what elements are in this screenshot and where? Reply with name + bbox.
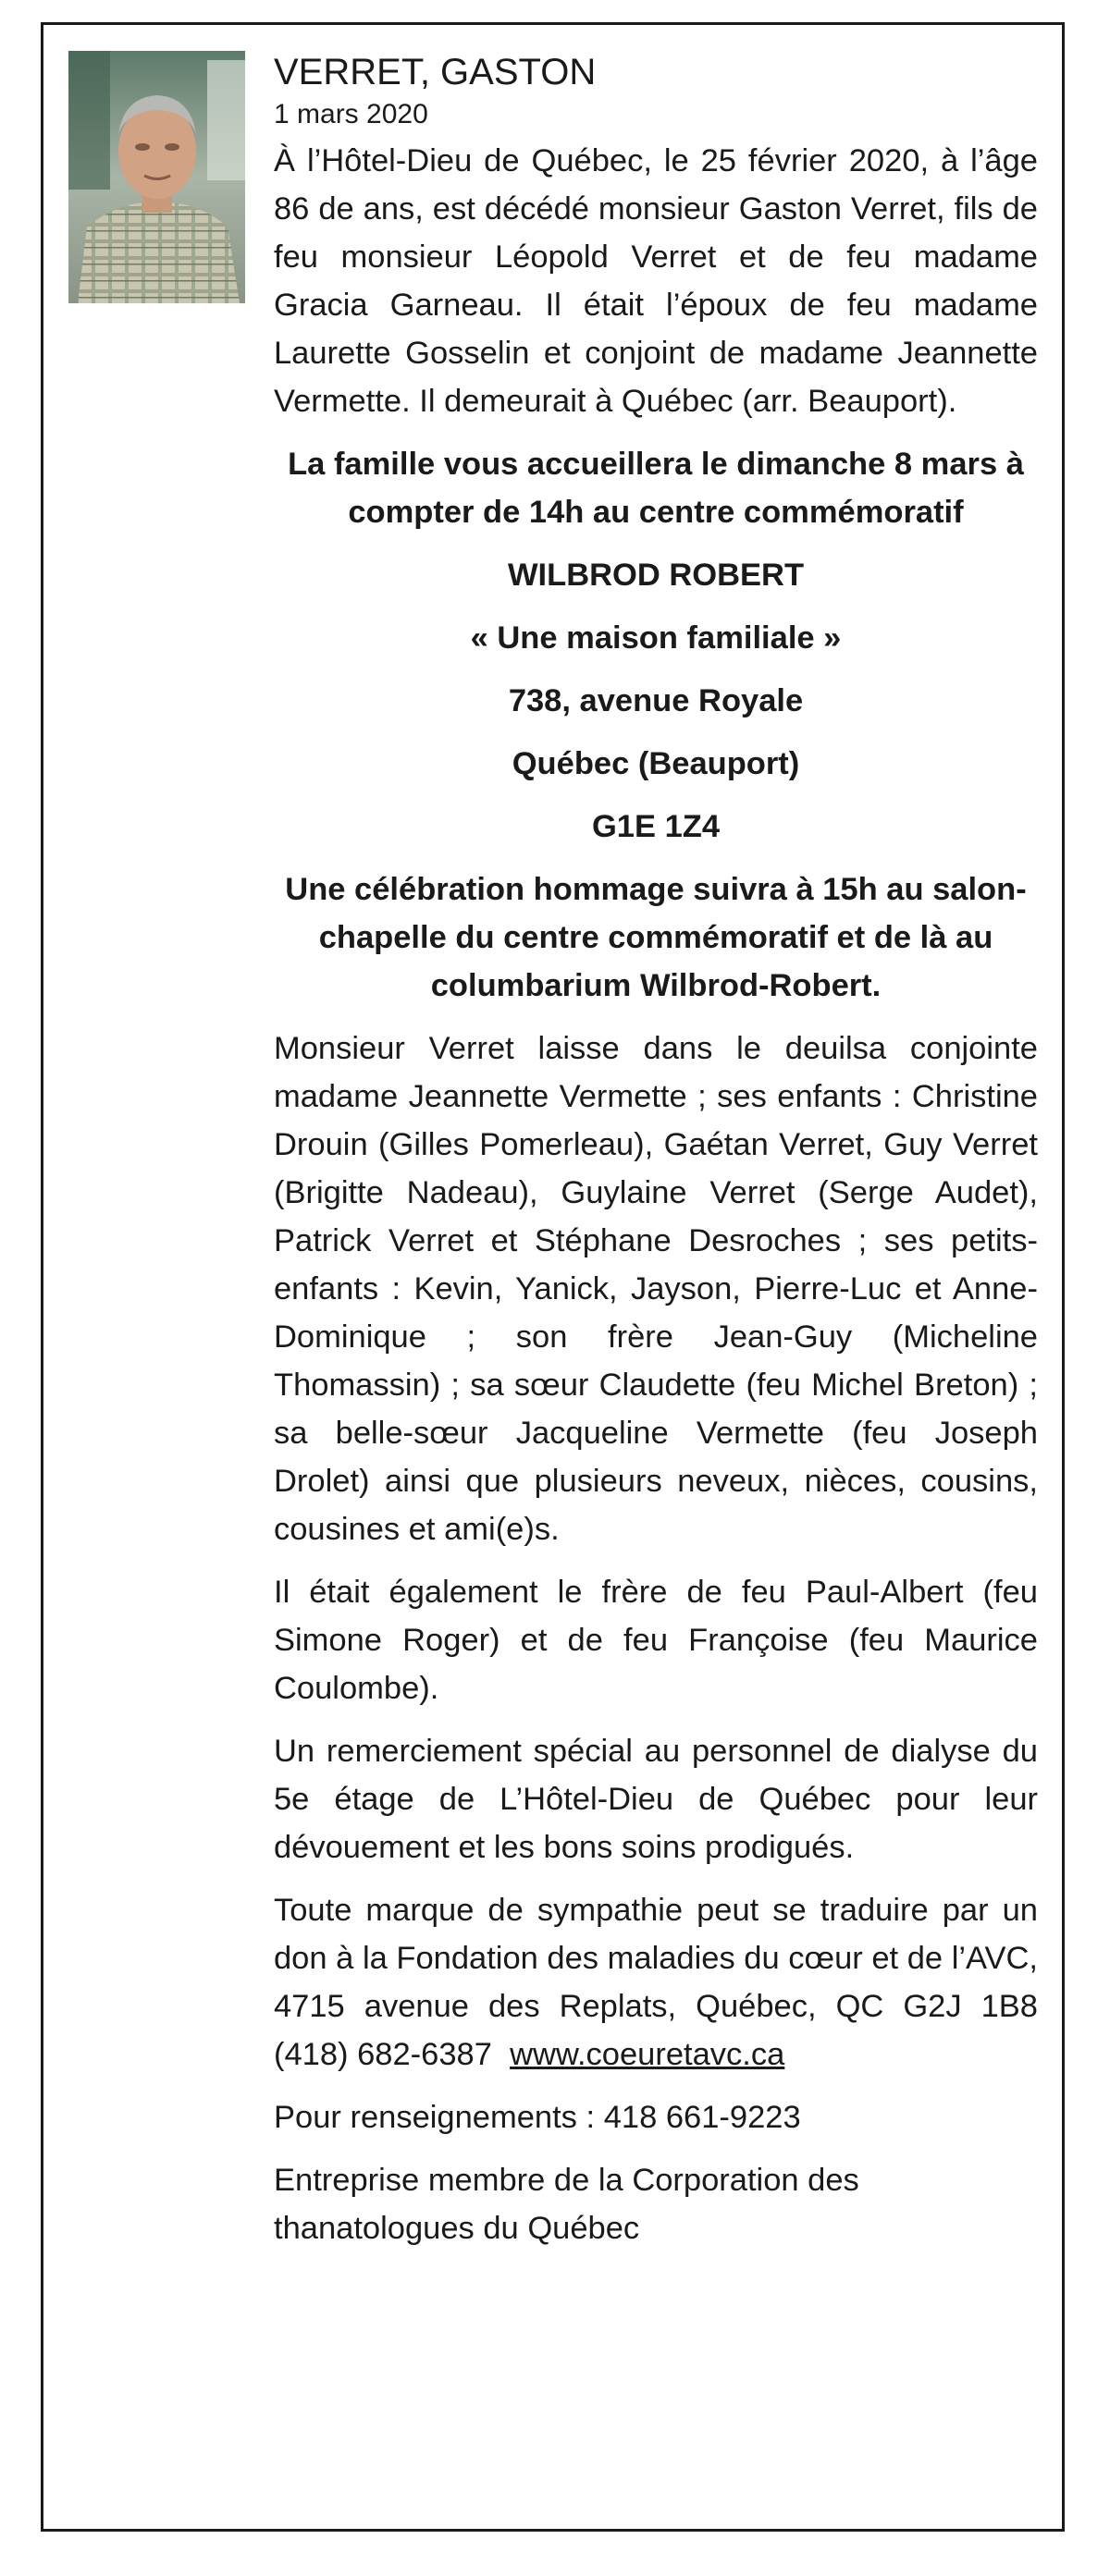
donation-paragraph bbox=[274, 1886, 1038, 2079]
funeral-home-tagline: « Une maison familiale » bbox=[470, 620, 842, 656]
survivors-paragraph: Monsieur Verret laisse dans le deuilsa conjointe madame Jeannette Vermette ; ses enfants : Christine Drouin (Gilles Pomerleau), Gaétan Verret, Guy Verret (Brigitte Nadeau), Guylaine Verret (Serge Audet), Patrick Verret et Stéphane Desroches ; ses petits-enfants : Kevin, Yanick, Jayson, Pierre-Luc et Anne-Dominique ; son frère Jean-Guy (Micheline Thomassin) ; sa sœur Claudette (feu Michel Breton) ; sa belle-sœur Jacqueline Vermette (feu Joseph Drolet) ainsi que plusieurs neveux, nièces, cousins, cousines et ami(e)s. bbox=[274, 1031, 1038, 1547]
publication-date: 1 mars 2020 bbox=[274, 99, 428, 129]
donation-link[interactable]: www.coeuretavc.ca bbox=[510, 2037, 785, 2072]
siblings-paragraph: Il était également le frère de feu Paul-Albert (feu Simone Roger) et de feu Françoise (feu Maurice Coulombe). bbox=[274, 1575, 1038, 1706]
thanks-paragraph: Un remerciement spécial au personnel de dialyse du 5e étage de L’Hôtel-Dieu de Québec pour leur dévouement et les bons soins prodigués. bbox=[274, 1734, 1038, 1865]
portrait-photo bbox=[68, 51, 245, 303]
funeral-home-name: WILBROD ROBERT bbox=[507, 558, 805, 593]
funeral-home-postal-code: G1E 1Z4 bbox=[591, 809, 721, 844]
funeral-home-address: 738, avenue Royale bbox=[508, 683, 804, 718]
death-announcement: À l’Hôtel-Dieu de Québec, le 25 février 2020, à l’âge 86 de ans, est décédé monsieur Gaston Verret, fils de feu monsieur Léopold Verret et de feu madame Gracia Garneau. Il était l’époux de feu madame Laurette Gosselin et conjoint de madame Jeannette Vermette. Il demeurait à Québec (arr. Beauport). bbox=[274, 143, 1038, 419]
funeral-home-city: Québec (Beauport) bbox=[512, 746, 800, 781]
membership-note: Entreprise membre de la Corporation des thanatologues du Québec bbox=[274, 2163, 859, 2246]
deceased-name: VERRET, GASTON bbox=[274, 52, 597, 92]
ceremony-info: Une célébration hommage suivra à 15h au salon-chapelle du centre commémoratif et de là au columbarium Wilbrod-Robert. bbox=[285, 872, 1027, 1003]
contact-info: Pour renseignements : 418 661-9223 bbox=[274, 2100, 801, 2135]
donation-text: Toute marque de sympathie peut se traduire par un don à la Fondation des maladies du cœur et de l’AVC, 4715 avenue des Replats, Québec, QC G2J 1B8 (418) 682-6387 bbox=[274, 1893, 1038, 2072]
obituary-content bbox=[274, 48, 1038, 2267]
visitation-info: La famille vous accueillera le dimanche 8 mars à compter de 14h au centre commémoratif bbox=[288, 447, 1024, 530]
